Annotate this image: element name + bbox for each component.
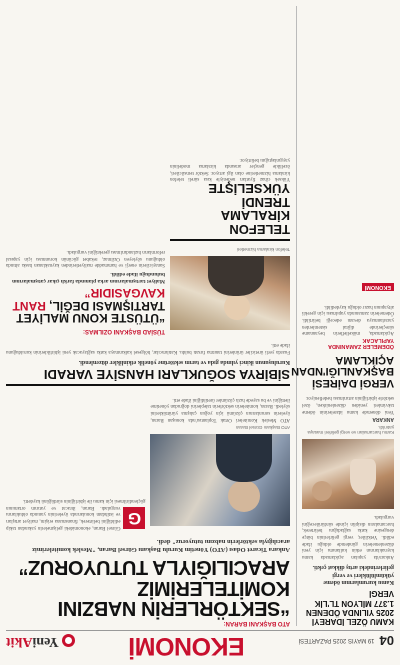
quote-paragraph: Sanayicilerin enerji ve hammadde maliyetlerinden kaynaklanan baskı altında olduğunu söyleyen Ozilmaz, rekabet gücünün korunması için yapısal reformların hızlandırılması gerektiğini vurguladı.: [6, 249, 165, 268]
main-kicker: ATO BAŞKANI BARAN:: [223, 620, 290, 626]
story3-headline: TELEFON KİRALAMA TRENDİ YÜKSELİŞTE: [170, 181, 290, 241]
sidebar-headline-2: VERGİ DAİRESİ BAŞKANLIĞI'NDAN AÇIKLAMA: [291, 353, 394, 389]
quote-headline: [6, 287, 165, 324]
bottom-row: [6, 6, 290, 334]
quote-text: [6, 248, 165, 268]
page-layout: [6, 6, 394, 626]
sidebar-headline: KAMU ÖZEL İDAREYİ 2025 YILINDA ÖDENEN 1.377 MİLYON TL'LİK VERGİ: [305, 589, 394, 626]
newspaper-logo: [6, 633, 75, 649]
main-headline: “SEKTÖRLERİN NABZINI KOMİTELERİMİZ ARACILIĞIYLA TUTUYORUZ”: [18, 556, 290, 619]
bottom-photo-caption: Telefon kiralama hizmetleri: [236, 246, 290, 252]
main-column: [6, 6, 290, 626]
quote-headline-line-1: “ÜTÜSTE KONU MALİYET TARTIŞMASI DEĞİL,: [16, 298, 165, 325]
logo-name-suffix: Akit: [6, 634, 33, 649]
main-col2-paragraph: Gürsel Baran, ekonomideki gelişmelerin yakından takip edildiğini belirterek, finansmana erişim, maliyet artışları ve istihdam konularında üyelerinin yanında olduklarını vurguladı. Baran, ihracat ve yatırım ortamının güçlendirilmesi için kamu ile işbirliğinin sürdüğünü kaydetti.: [6, 498, 146, 530]
bottom-photo: [170, 256, 290, 330]
sidebar-byline: ANKARA: [372, 415, 394, 422]
sidebar-paragraph-3: Açıklamada, mükelleflerin beyanname süreçlerinde dijital sistemlerden yararlanmaya devam edeceği belirtildi. Ödemelerin zamanında yapılması için gerekli altyapının hazır olduğu kaydedildi.: [302, 303, 394, 336]
main-col2-text: [6, 497, 146, 530]
sidebar-tag: EKONOMİ: [362, 283, 394, 291]
sidebar-paragraph-2: Yeni dönemde kamu idarelerinin ödeme takvimleri yeniden düzenlenirken, özel sektörle işbirliğinin artırılması hedefleniyor.: [302, 395, 394, 414]
masthead: [6, 630, 394, 660]
logo-name: [6, 633, 59, 649]
sidebar-subhead: ÖDEMELER ZAMANINDA YAPILACAK: [328, 337, 394, 350]
main-col1-text: [151, 395, 291, 421]
main-col-1: [151, 392, 291, 529]
sidebar-photo: [302, 439, 394, 509]
masthead-left: [298, 633, 394, 648]
date-line: 19 MAYIS 2025 PAZARTESİ: [298, 637, 375, 644]
main-story-row: [6, 392, 290, 529]
bottom-left: [170, 6, 290, 334]
quote-deck: Maliyet tartışmalarının arka planında farklı çıkar çatışmalarının bulunduğu ifade edildi.: [12, 271, 165, 285]
quote-kicker: TÜSİAD BAŞKANI OZILMAS:: [83, 327, 165, 334]
quote-headline-line-2: RANT KAVGASIDIR”: [12, 286, 165, 313]
story3-text: [170, 155, 290, 181]
sidebar-column: [291, 6, 394, 626]
logo-name-prefix: Yeni: [32, 634, 59, 649]
main-col1-paragraph: ATO Meslek Komiteleri Ortak Toplantısı'nda konuşan Baran, üyelerin sorunlarının çözümü için yoğun çalışma yürüttüklerini söyledi. Baran, komitelerin sektörlerin taleplerini doğrudan yönetime ilettiğini ve bu sayede hızlı çözümler üretildiğini ifade etti.: [150, 396, 290, 422]
sidebar-lead: Kamu kurumlarının ödeme yükümlülükleri ve vergi gelirlerindeki artış dikkat çekti.: [312, 564, 394, 586]
sidebar-photo-caption: Kamu harcamaları ve vergi gelirleri masaya yatırıldı.: [307, 424, 394, 435]
bottom-right: [6, 6, 165, 334]
page-number: 04: [379, 633, 394, 648]
logo-mark-icon: [62, 635, 75, 648]
main-photo: [151, 434, 291, 526]
main-photo-caption: ATO Başkanı Gürsel Baran: [235, 424, 290, 430]
sidebar-text-1: [302, 513, 394, 559]
main-col-2: [6, 392, 146, 529]
section-title: EKONOMİ: [128, 632, 245, 660]
story2-text: [6, 338, 290, 354]
sidebar-paragraph-1: Ankara'da yapılan açıklamada kamu kaynaklarının etkin kullanımı için yeni düzenlemelerin gündemde olduğu ifade edildi. Yetkililer, vergi gelirlerinin bütçe dengesine katkı sağladığını belirterek, harcamaların disiplin içinde sürdürüleceğini vurguladı.: [302, 514, 394, 559]
main-deck: Ankara Ticaret Odası (ATO) Yönetim Kurulu Başkanı Gürsel Baran, "Meslek komitelerimiz aracılığıyla sektörlerin nabzını tutuyoruz" dedi.: [32, 537, 290, 553]
story2-deck: Kuruluşunun ikinci yılında gıda ve tarım sektörüne yönelik etkinlikler düzenlendi.: [78, 358, 290, 365]
story3-paragraph: Yüksek cihaz fiyatları nedeniyle kısa süreli telefon kiralama hizmetlerine olan ilgi artıyor. Sektör temsilcileri, özellikle gençler arasında kiralama modelinin yaygınlaştığını belirtiyor.: [170, 156, 290, 182]
story2-paragraph: Fuarda yerli üreticiler ürünlerini tanıtma fırsatı buldu. Katılımcılar, bölgesel kalkınmaya katkı sağlayacak yeni işbirliklerinin kurulduğunu ifade etti.: [6, 342, 290, 355]
sidebar-text-3: [302, 302, 394, 335]
dropcap: G: [124, 507, 146, 529]
story2-headline: SİBİRYA SOĞUKLARI HANSİYE VARADI: [6, 368, 290, 387]
sidebar-text-2: [302, 394, 394, 414]
